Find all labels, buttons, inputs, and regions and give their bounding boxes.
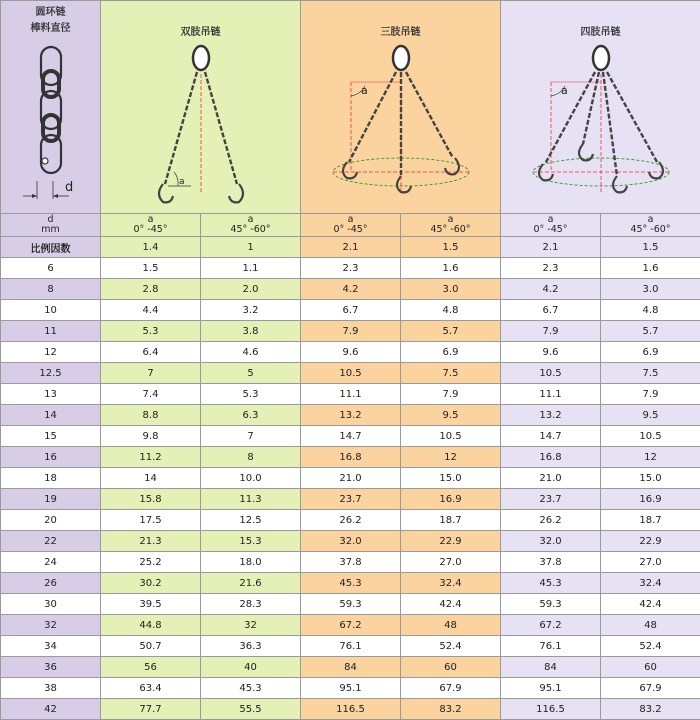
load-cell: 59.3 xyxy=(501,594,601,615)
table-row xyxy=(1,531,700,552)
load-cell: 60 xyxy=(601,657,700,678)
load-cell: 42.4 xyxy=(601,594,700,615)
load-cell: 23.7 xyxy=(501,489,601,510)
load-cell: 26.2 xyxy=(501,510,601,531)
load-cell: 9.6 xyxy=(501,342,601,363)
load-cell: 5 xyxy=(201,363,301,384)
load-cell: 52.4 xyxy=(401,636,501,657)
load-cell: 13.2 xyxy=(501,405,601,426)
load-cell: 6.4 xyxy=(101,342,201,363)
load-cell: 42.4 xyxy=(401,594,501,615)
diameter-cell: 13 xyxy=(1,384,101,405)
load-cell: 21.0 xyxy=(501,468,601,489)
load-cell: 16.8 xyxy=(301,447,401,468)
load-cell: 45.3 xyxy=(301,573,401,594)
load-cell: 11.1 xyxy=(501,384,601,405)
load-cell: 116.5 xyxy=(301,699,401,720)
four-leg-angle-high: a 45° -60° xyxy=(601,214,700,237)
diameter-cell: 11 xyxy=(1,321,101,342)
load-cell: 1.1 xyxy=(201,258,301,279)
table-row xyxy=(1,615,700,636)
load-cell: 2.0 xyxy=(201,279,301,300)
load-cell: 116.5 xyxy=(501,699,601,720)
load-cell: 10.5 xyxy=(301,363,401,384)
two-leg-sling-icon xyxy=(141,44,261,209)
load-cell: 16.8 xyxy=(501,447,601,468)
load-cell: 2.3 xyxy=(301,258,401,279)
load-cell: 56 xyxy=(101,657,201,678)
load-cell: 8 xyxy=(201,447,301,468)
load-cell: 2.8 xyxy=(101,279,201,300)
load-cell: 6.9 xyxy=(601,342,700,363)
load-cell: 7 xyxy=(201,426,301,447)
load-cell: 10.5 xyxy=(501,363,601,384)
diameter-cell: 16 xyxy=(1,447,101,468)
table-row xyxy=(1,489,700,510)
diameter-title-line1: 圆环链 xyxy=(1,7,100,19)
four-leg-title: 四肢吊链 xyxy=(501,23,700,38)
load-cell: 37.8 xyxy=(301,552,401,573)
load-cell: 10.0 xyxy=(201,468,301,489)
load-cell: 76.1 xyxy=(301,636,401,657)
load-cell: 67.2 xyxy=(301,615,401,636)
table-row xyxy=(1,258,700,279)
load-cell: 9.5 xyxy=(401,405,501,426)
load-cell: 15.0 xyxy=(401,468,501,489)
load-cell: 27.0 xyxy=(601,552,700,573)
factor-cell: 1.5 xyxy=(401,237,501,258)
unit-label: mm xyxy=(1,225,100,235)
load-cell: 1.6 xyxy=(601,258,700,279)
table-row xyxy=(1,405,700,426)
load-cell: 4.6 xyxy=(201,342,301,363)
three-leg-angle-high: a 45° -60° xyxy=(401,214,501,237)
load-cell: 4.4 xyxy=(101,300,201,321)
load-cell: 6.7 xyxy=(301,300,401,321)
load-cell: 48 xyxy=(401,615,501,636)
load-cell: 45.3 xyxy=(501,573,601,594)
two-leg-angle-low: a 0° -45° xyxy=(101,214,201,237)
diameter-cell: 32 xyxy=(1,615,101,636)
diameter-cell: 14 xyxy=(1,405,101,426)
load-cell: 10.5 xyxy=(601,426,700,447)
header-row xyxy=(1,1,700,214)
load-cell: 25.2 xyxy=(101,552,201,573)
load-cell: 95.1 xyxy=(501,678,601,699)
diameter-cell: 15 xyxy=(1,426,101,447)
four-leg-header-cell xyxy=(501,1,700,214)
load-cell: 40 xyxy=(201,657,301,678)
factor-cell: 2.1 xyxy=(501,237,601,258)
table-row xyxy=(1,321,700,342)
load-cell: 12 xyxy=(401,447,501,468)
load-cell: 39.5 xyxy=(101,594,201,615)
load-cell: 55.5 xyxy=(201,699,301,720)
load-cell: 84 xyxy=(301,657,401,678)
load-cell: 7.9 xyxy=(601,384,700,405)
load-cell: 59.3 xyxy=(301,594,401,615)
diameter-cell: 12 xyxy=(1,342,101,363)
load-cell: 9.8 xyxy=(101,426,201,447)
load-cell: 67.9 xyxy=(401,678,501,699)
load-cell: 48 xyxy=(601,615,700,636)
load-cell: 22.9 xyxy=(401,531,501,552)
load-cell: 7 xyxy=(101,363,201,384)
load-cell: 1.5 xyxy=(101,258,201,279)
load-cell: 18.7 xyxy=(401,510,501,531)
load-cell: 76.1 xyxy=(501,636,601,657)
factor-label: 比例因数 xyxy=(1,237,101,258)
load-cell: 37.8 xyxy=(501,552,601,573)
diameter-cell: 18 xyxy=(1,468,101,489)
two-leg-title: 双肢吊链 xyxy=(101,23,300,38)
factor-cell: 1.4 xyxy=(101,237,201,258)
load-cell: 6.7 xyxy=(501,300,601,321)
table-row xyxy=(1,384,700,405)
diameter-cell: 20 xyxy=(1,510,101,531)
table-row xyxy=(1,363,700,384)
load-cell: 60 xyxy=(401,657,501,678)
load-cell: 77.7 xyxy=(101,699,201,720)
table-row xyxy=(1,426,700,447)
load-cell: 7.5 xyxy=(601,363,700,384)
load-cell: 12 xyxy=(601,447,700,468)
load-cell: 32.4 xyxy=(601,573,700,594)
load-cell: 83.2 xyxy=(601,699,700,720)
load-cell: 4.2 xyxy=(501,279,601,300)
load-cell: 16.9 xyxy=(601,489,700,510)
table-row xyxy=(1,552,700,573)
load-cell: 3.0 xyxy=(601,279,700,300)
load-cell: 7.9 xyxy=(401,384,501,405)
load-cell: 16.9 xyxy=(401,489,501,510)
load-cell: 7.9 xyxy=(501,321,601,342)
diameter-cell: 30 xyxy=(1,594,101,615)
d-label: d xyxy=(1,215,100,225)
diameter-cell: 36 xyxy=(1,657,101,678)
load-cell: 14 xyxy=(101,468,201,489)
load-cell: 18.0 xyxy=(201,552,301,573)
diameter-cell: 8 xyxy=(1,279,101,300)
table-row xyxy=(1,510,700,531)
load-cell: 32.4 xyxy=(401,573,501,594)
three-leg-angle-low: a 0° -45° xyxy=(301,214,401,237)
diameter-cell: 6 xyxy=(1,258,101,279)
table-row xyxy=(1,573,700,594)
load-cell: 67.9 xyxy=(601,678,700,699)
load-cell: 18.7 xyxy=(601,510,700,531)
load-cell: 44.8 xyxy=(101,615,201,636)
load-cell: 5.7 xyxy=(401,321,501,342)
load-cell: 28.3 xyxy=(201,594,301,615)
load-cell: 21.6 xyxy=(201,573,301,594)
table-row xyxy=(1,636,700,657)
load-cell: 7.4 xyxy=(101,384,201,405)
load-cell: 21.0 xyxy=(301,468,401,489)
table-row xyxy=(1,594,700,615)
diameter-cell: 24 xyxy=(1,552,101,573)
diameter-header-cell xyxy=(1,1,101,214)
load-cell: 6.3 xyxy=(201,405,301,426)
load-cell: 15.0 xyxy=(601,468,700,489)
load-cell: 84 xyxy=(501,657,601,678)
factor-cell: 1 xyxy=(201,237,301,258)
diameter-cell: 42 xyxy=(1,699,101,720)
diameter-cell: 12.5 xyxy=(1,363,101,384)
load-cell: 52.4 xyxy=(601,636,700,657)
load-cell: 13.2 xyxy=(301,405,401,426)
load-cell: 14.7 xyxy=(501,426,601,447)
load-cell: 5.3 xyxy=(101,321,201,342)
load-cell: 36.3 xyxy=(201,636,301,657)
table-row xyxy=(1,657,700,678)
load-cell: 27.0 xyxy=(401,552,501,573)
four-leg-sling-icon xyxy=(521,44,681,209)
load-cell: 7.9 xyxy=(301,321,401,342)
diameter-cell: 19 xyxy=(1,489,101,510)
d-unit-cell xyxy=(1,214,101,237)
two-leg-header-cell xyxy=(101,1,301,214)
diameter-cell: 22 xyxy=(1,531,101,552)
load-cell: 4.8 xyxy=(401,300,501,321)
two-leg-angle-label: a xyxy=(179,177,185,187)
table-row xyxy=(1,300,700,321)
load-cell: 30.2 xyxy=(101,573,201,594)
load-cell: 21.3 xyxy=(101,531,201,552)
load-cell: 3.0 xyxy=(401,279,501,300)
load-cell: 17.5 xyxy=(101,510,201,531)
load-cell: 15.8 xyxy=(101,489,201,510)
factor-cell: 2.1 xyxy=(301,237,401,258)
load-cell: 5.3 xyxy=(201,384,301,405)
three-leg-header-cell xyxy=(301,1,501,214)
factor-row xyxy=(1,237,700,258)
load-cell: 50.7 xyxy=(101,636,201,657)
load-cell: 11.3 xyxy=(201,489,301,510)
data-rows xyxy=(1,258,700,720)
three-leg-title: 三肢吊链 xyxy=(301,23,500,38)
three-leg-sling-icon xyxy=(321,44,481,209)
subheader-row xyxy=(1,214,700,237)
load-cell: 32.0 xyxy=(301,531,401,552)
table-row xyxy=(1,678,700,699)
diameter-title-line2: 棒料直径 xyxy=(1,23,100,35)
table-row xyxy=(1,468,700,489)
load-cell: 2.3 xyxy=(501,258,601,279)
load-cell: 5.7 xyxy=(601,321,700,342)
diameter-cell: 26 xyxy=(1,573,101,594)
load-cell: 6.9 xyxy=(401,342,501,363)
load-cell: 4.2 xyxy=(301,279,401,300)
load-cell: 67.2 xyxy=(501,615,601,636)
table-row xyxy=(1,342,700,363)
chain-link-diagram-icon xyxy=(3,41,99,211)
load-cell: 11.2 xyxy=(101,447,201,468)
diameter-cell: 10 xyxy=(1,300,101,321)
diameter-label: d xyxy=(65,180,73,195)
load-cell: 22.9 xyxy=(601,531,700,552)
load-cell: 10.5 xyxy=(401,426,501,447)
load-cell: 32.0 xyxy=(501,531,601,552)
load-cell: 45.3 xyxy=(201,678,301,699)
load-cell: 26.2 xyxy=(301,510,401,531)
table-row xyxy=(1,699,700,720)
load-cell: 32 xyxy=(201,615,301,636)
four-leg-angle-label: a xyxy=(561,84,568,97)
load-cell: 4.8 xyxy=(601,300,700,321)
load-cell: 83.2 xyxy=(401,699,501,720)
table-row xyxy=(1,447,700,468)
two-leg-angle-high: a 45° -60° xyxy=(201,214,301,237)
load-cell: 11.1 xyxy=(301,384,401,405)
diameter-cell: 34 xyxy=(1,636,101,657)
load-cell: 9.5 xyxy=(601,405,700,426)
factor-cell: 1.5 xyxy=(601,237,700,258)
load-cell: 14.7 xyxy=(301,426,401,447)
load-cell: 3.2 xyxy=(201,300,301,321)
load-cell: 9.6 xyxy=(301,342,401,363)
load-cell: 95.1 xyxy=(301,678,401,699)
load-cell: 23.7 xyxy=(301,489,401,510)
load-cell: 12.5 xyxy=(201,510,301,531)
load-cell: 8.8 xyxy=(101,405,201,426)
load-cell: 7.5 xyxy=(401,363,501,384)
diameter-cell: 38 xyxy=(1,678,101,699)
load-cell: 15.3 xyxy=(201,531,301,552)
load-cell: 1.6 xyxy=(401,258,501,279)
load-cell: 63.4 xyxy=(101,678,201,699)
table-row xyxy=(1,279,700,300)
load-cell: 3.8 xyxy=(201,321,301,342)
four-leg-angle-low: a 0° -45° xyxy=(501,214,601,237)
three-leg-angle-label: a xyxy=(361,84,368,97)
